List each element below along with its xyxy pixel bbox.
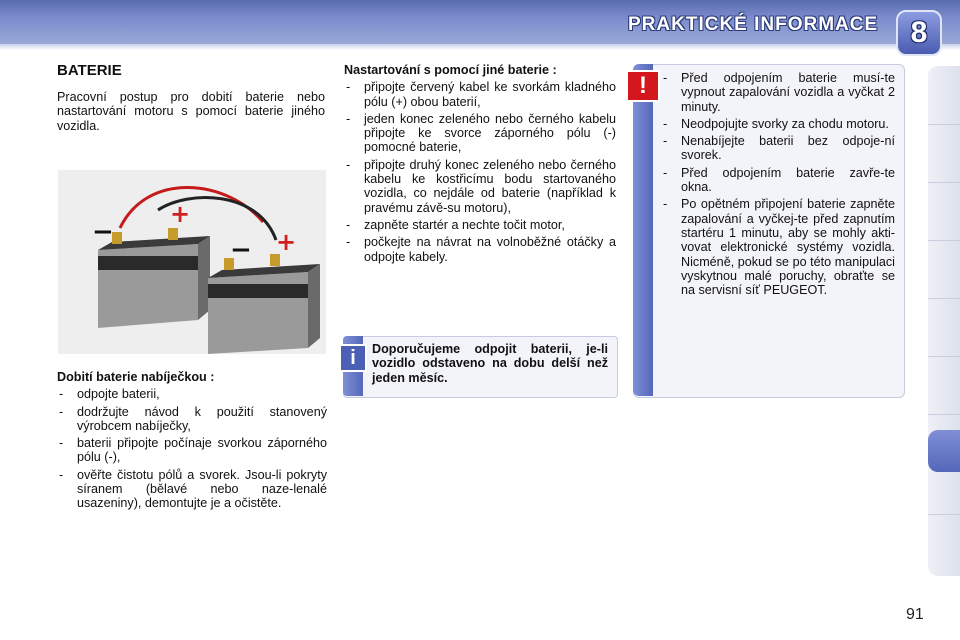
minus-sign: − xyxy=(230,235,252,265)
tab-divider xyxy=(928,124,960,125)
list-item: - jeden konec zeleného nebo černého kabelu připojte ke svorce záporného pólu (-) pomocné baterie, xyxy=(344,112,616,155)
plus-sign: + xyxy=(276,228,297,256)
list-item: - připojte druhý konec zeleného nebo černého kabelu ke kostřicímu bodu startovaného vozidla, co nejdále od baterie (například k pravému závě-su motoru), xyxy=(344,158,616,215)
tab-divider xyxy=(928,298,960,299)
list-item: - počkejte na návrat na volnoběžné otáčky a odpojte kabely. xyxy=(344,235,616,264)
list-item: - Před odpojením baterie zavře-te okna. xyxy=(661,166,895,195)
warning-accent-bar xyxy=(633,64,653,396)
list-item: - Nenabíjejte baterii bez odpoje-ní svorek. xyxy=(661,134,895,163)
tab-divider xyxy=(928,414,960,415)
list-item: - ověřte čistotu pólů a svorek. Jsou-li pokryty síranem (bělavé nebo naze-lenalé usazeniny), demontujte je a očistěte. xyxy=(57,468,327,511)
warning-icon: ! xyxy=(626,70,660,102)
battery-illustration xyxy=(58,170,326,354)
list-item: - zapněte startér a nechte točit motor, xyxy=(344,218,616,232)
page-number: 91 xyxy=(906,606,924,623)
list-item: - připojte červený kabel ke svorkám kladného pólu (+) obou baterií, xyxy=(344,80,616,109)
jumpstart-heading: Nastartování s pomocí jiné baterie : xyxy=(344,63,557,77)
chapter-tabs xyxy=(928,66,960,576)
intro-paragraph: Pracovní postup pro dobití baterie nebo nastartování motoru s pomocí baterie jiného vozidla. xyxy=(57,90,325,133)
list-item: - dodržujte návod k použití stanovený výrobcem nabíječky, xyxy=(57,405,327,434)
header-stripe xyxy=(0,44,960,50)
list-item: - Před odpojením baterie musí-te vypnout zapalování vozidla a vyčkat 2 minuty. xyxy=(661,71,895,114)
list-item: - Neodpojujte svorky za chodu motoru. xyxy=(661,117,895,131)
tab-divider xyxy=(928,240,960,241)
charging-list xyxy=(57,387,327,510)
tab-divider xyxy=(928,356,960,357)
minus-sign: − xyxy=(92,217,114,247)
charging-section xyxy=(57,370,327,514)
tab-divider xyxy=(928,514,960,515)
list-item: - baterii připojte počínaje svorkou záporného pólu (-), xyxy=(57,436,327,465)
chapter-number: 8 xyxy=(910,16,928,49)
chapter-badge xyxy=(896,10,942,56)
charging-heading: Dobití baterie nabíječkou : xyxy=(57,370,215,384)
jumpstart-list xyxy=(344,80,616,264)
warning-section xyxy=(661,71,895,300)
jumpstart-section xyxy=(344,63,616,267)
warning-list xyxy=(661,71,895,297)
plus-sign: + xyxy=(170,200,191,228)
list-item: - odpojte baterii, xyxy=(57,387,327,401)
list-item: - Po opětném připojení baterie zapněte zapalování a vyčkej-te před zapnutím startéru 1 minutu, aby se mohly akti-vovat elektronické systémy vozidla. Nicméně, pokud se po této manipulaci vyskytnou malé poruchy, obraťte se na servisní síť PEUGEOT. xyxy=(661,197,895,297)
section-title: BATERIE xyxy=(57,62,122,79)
info-icon: i xyxy=(339,344,367,372)
tip-text: Doporučujeme odpojit baterii, je-li vozidlo odstaveno na dobu delší než jeden měsíc. xyxy=(372,342,608,385)
active-chapter-tab[interactable] xyxy=(928,430,960,472)
tab-divider xyxy=(928,182,960,183)
chapter-title: PRAKTICKÉ INFORMACE xyxy=(628,14,879,35)
